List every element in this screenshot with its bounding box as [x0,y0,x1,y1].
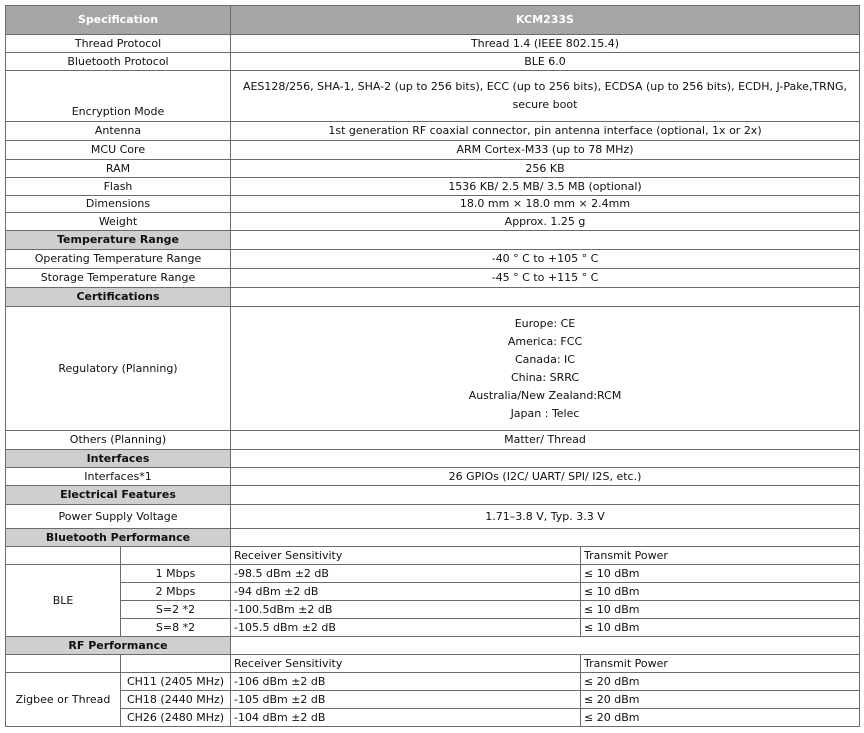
spec-row-storage-temp [6,269,860,288]
tx-cell: ≤ 10 dBm [581,583,860,601]
tx-cell: ≤ 20 dBm [581,709,860,727]
section-electrical [6,486,860,505]
spec-value: Matter/ Thread [231,431,860,450]
spec-value: BLE 6.0 [231,53,860,71]
tx-cell: ≤ 10 dBm [581,619,860,637]
spec-label: Weight [6,213,231,231]
section-rf-performance [6,637,860,655]
section-title: Interfaces [6,450,231,468]
rx-cell: -106 dBm ±2 dB [231,673,581,691]
mode-cell: S=2 *2 [121,601,231,619]
spec-row-bluetooth-protocol [6,53,860,71]
spec-label: Encryption Mode [6,71,231,122]
spec-row-regulatory [6,307,860,431]
spec-row-mcu [6,141,860,160]
table-row [6,673,860,691]
spec-label: Dimensions [6,196,231,213]
spec-row-ram [6,160,860,178]
spec-label: Storage Temperature Range [6,269,231,288]
section-title: Certifications [6,288,231,307]
tx-cell: ≤ 10 dBm [581,565,860,583]
section-temperature [6,231,860,250]
spec-label: MCU Core [6,141,231,160]
regulatory-item: China: SRRC [510,370,580,384]
bluetooth-columns-row [6,547,860,565]
section-title: Electrical Features [6,486,231,505]
spec-label: Others (Planning) [6,431,231,450]
rx-cell: -104 dBm ±2 dB [231,709,581,727]
regulatory-list [231,307,860,431]
spec-row-weight [6,213,860,231]
table-row [6,709,860,727]
spec-row-operating-temp [6,250,860,269]
section-bluetooth-performance [6,529,860,547]
table-row [6,619,860,637]
tx-cell: ≤ 10 dBm [581,601,860,619]
spec-value: -45 ° C to +115 ° C [231,269,860,288]
section-interfaces [6,450,860,468]
spec-label: Antenna [6,122,231,141]
mode-cell: 2 Mbps [121,583,231,601]
column-header-tx: Transmit Power [581,547,860,565]
spec-label: Regulatory (Planning) [6,307,231,431]
column-header-rx: Receiver Sensitivity [231,655,581,673]
spec-value: 1.71–3.8 V, Typ. 3.3 V [231,505,860,529]
regulatory-item: Japan : Telec [510,406,580,420]
table-row [6,601,860,619]
spec-value: Thread 1.4 (IEEE 802.15.4) [231,35,860,53]
spec-row-thread-protocol [6,35,860,53]
header-row [6,6,860,35]
spec-value: 26 GPIOs (I2C/ UART/ SPI/ I2S, etc.) [231,468,860,486]
group-label-ble: BLE [6,565,121,637]
spec-table [5,5,860,727]
spec-value: 256 KB [231,160,860,178]
section-title: RF Performance [6,637,231,655]
rx-cell: -100.5dBm ±2 dB [231,601,581,619]
header-model: KCM233S [231,6,860,35]
spec-row-flash [6,178,860,196]
spec-value: ARM Cortex-M33 (up to 78 MHz) [231,141,860,160]
spec-row-others [6,431,860,450]
tx-cell: ≤ 20 dBm [581,691,860,709]
spec-row-interfaces [6,468,860,486]
spec-row-power-supply [6,505,860,529]
spec-value: 18.0 mm × 18.0 mm × 2.4mm [231,196,860,213]
mode-cell: CH18 (2440 MHz) [121,691,231,709]
regulatory-item: Australia/New Zealand:RCM [468,388,622,402]
section-title: Temperature Range [6,231,231,250]
header-specification: Specification [6,6,231,35]
spec-row-encryption [6,71,860,122]
mode-cell: 1 Mbps [121,565,231,583]
table-row [6,691,860,709]
section-title: Bluetooth Performance [6,529,231,547]
table-row [6,583,860,601]
spec-value: 1536 KB/ 2.5 MB/ 3.5 MB (optional) [231,178,860,196]
tx-cell: ≤ 20 dBm [581,673,860,691]
spec-value: 1st generation RF coaxial connector, pin antenna interface (optional, 1x or 2x) [231,122,860,141]
spec-label: Thread Protocol [6,35,231,53]
rx-cell: -105 dBm ±2 dB [231,691,581,709]
spec-value: -40 ° C to +105 ° C [231,250,860,269]
regulatory-item: Canada: IC [515,352,575,366]
spec-label: Interfaces*1 [6,468,231,486]
section-certifications [6,288,860,307]
spec-value: AES128/256, SHA-1, SHA-2 (up to 256 bits), ECC (up to 256 bits), ECDSA (up to 256 bits), ECDH, J-Pake,TRNG, secure boot [231,71,860,122]
spec-row-antenna [6,122,860,141]
regulatory-item: Europe: CE [514,316,576,330]
regulatory-item: America: FCC [507,334,583,348]
rf-columns-row [6,655,860,673]
mode-cell: CH11 (2405 MHz) [121,673,231,691]
column-header-rx: Receiver Sensitivity [231,547,581,565]
spec-label: Flash [6,178,231,196]
spec-label: Operating Temperature Range [6,250,231,269]
group-label-zigbee-thread: Zigbee or Thread [6,673,121,727]
column-header-tx: Transmit Power [581,655,860,673]
spec-label: Bluetooth Protocol [6,53,231,71]
spec-value: Approx. 1.25 g [231,213,860,231]
spec-label: RAM [6,160,231,178]
rx-cell: -105.5 dBm ±2 dB [231,619,581,637]
mode-cell: S=8 *2 [121,619,231,637]
spec-label: Power Supply Voltage [6,505,231,529]
spec-row-dimensions [6,196,860,213]
rx-cell: -94 dBm ±2 dB [231,583,581,601]
table-row [6,565,860,583]
rx-cell: -98.5 dBm ±2 dB [231,565,581,583]
mode-cell: CH26 (2480 MHz) [121,709,231,727]
